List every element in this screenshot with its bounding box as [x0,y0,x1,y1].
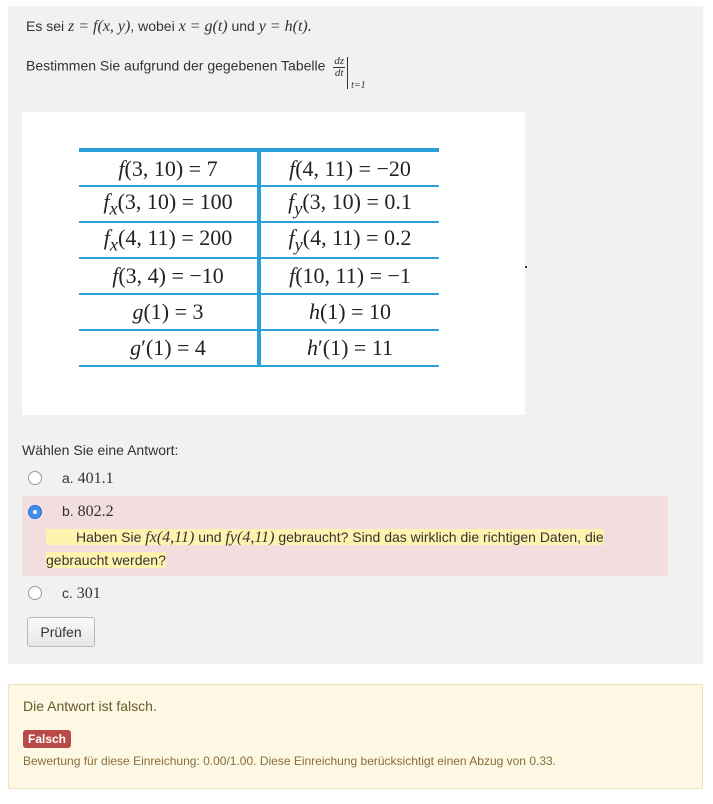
table-cell: g(1) = 3 [79,294,259,330]
cell-args: (3, 10) = 7 [124,155,218,181]
question-instruction: Bestimmen Sie aufgrund der gegebenen Tabelle $\frac{dz}{dt}$ t=1 [26,54,366,91]
table-cell: h(1) = 10 [259,294,439,330]
radio-option-a[interactable] [28,471,42,485]
eq-x: x = g(t) [178,18,228,35]
option-b-label[interactable]: b. 802.2 [62,503,114,520]
table-cell: $f_y(4$, 11) = 0.2 [259,222,439,258]
table-cell: f(10, 11) = −1 [259,258,439,294]
answer-prompt: Wählen Sie eine Antwort: [22,442,179,458]
selected-wrong-answer [22,496,668,576]
derivative-fraction: $\frac{dz}{dt}$ [334,54,345,79]
table-cell: f(4, 11) = −20 [259,150,439,186]
question-panel: Es sei z = f(x, y), wobei x = g(t) und y = h(t). Bestimmen Sie aufgrund der gegebenen Tabelle $\frac{dz}{dt}$ t=1 f(3, 10) = 7 f(4, 11) = −20 $f_x(3$, 10) = 100 $f_y(3$, 10) = 0.1 $f_x(4$, 11) = 200 $f_y(4$, 11) = 0.2 f(3, 4) = −10 f(10, 11) = −1 g(1) = 3 h(1) = 10 g′(1) = 4 h′(1) = 11 Wählen Sie eine Antwort: a. 401.1 b. 802.2 Haben Sie fx(4,11) und fy(4,11) gebraucht? Sind das wirklich die richtigen Daten, die gebraucht werden? c. 301 Prüfen [8,6,703,664]
table-cell: f(3, 10) = 7 [79,150,259,186]
table-row [79,294,439,330]
specific-feedback: Haben Sie fx(4,11) und fy(4,11) gebraucht? Sind das wirklich die richtigen Daten, die gebraucht werden? [46,529,604,568]
evaluation-bar: t=1 [347,57,348,89]
table-cell: $f_y(3$, 10) = 0.1 [259,186,439,222]
radio-option-c[interactable] [28,586,42,600]
decorative-dot [525,266,527,268]
eq-y: y = h(t). [258,18,312,35]
outcome-panel [8,684,703,789]
table-cell: f(3, 4) = −10 [79,258,259,294]
grade-text: Bewertung für diese Einreichung: 0.00/1.00. Diese Einreichung berücksichtigt einen Abzug von 0.33. [23,754,557,768]
question-intro: Es sei z = f(x, y), wobei x = g(t) und y = h(t). [26,18,312,35]
table-cell: $f_x(3$, 10) = 100 [79,186,259,222]
table-cell: g′(1) = 4 [79,330,259,366]
eq-z: z = f(x, y) [68,18,131,35]
check-button[interactable]: Prüfen [27,617,95,647]
radio-option-b[interactable] [28,505,42,519]
table-cell: h′(1) = 11 [259,330,439,366]
table-row [79,258,439,294]
table-row [79,186,439,222]
value-table-image [22,112,525,415]
value-table [79,148,439,367]
outcome-message: Die Antwort ist falsch. [23,698,157,714]
table-row [79,330,439,366]
table-cell: $f_x(4$, 11) = 200 [79,222,259,258]
table-row [79,150,439,186]
status-badge: Falsch [23,730,71,748]
table-row [79,222,439,258]
